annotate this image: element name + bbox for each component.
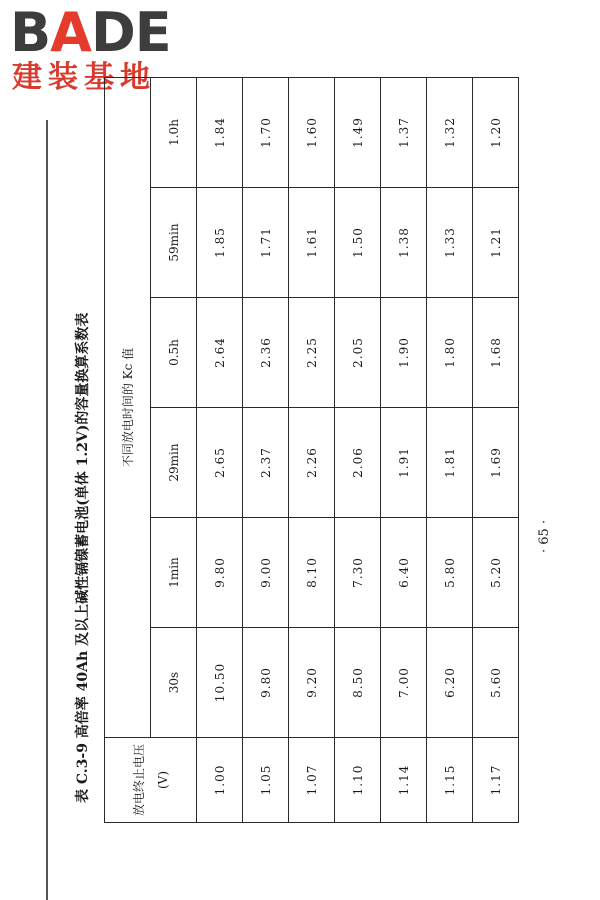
kc-cell: 2.26 bbox=[289, 408, 335, 518]
kc-cell: 2.06 bbox=[335, 408, 381, 518]
voltage-header-label: 放电终止电压 bbox=[131, 744, 146, 817]
kc-group-header: 不同放电时间的 Kc 值 bbox=[105, 77, 151, 737]
kc-cell: 9.80 bbox=[243, 628, 289, 738]
kc-cell: 2.64 bbox=[197, 298, 243, 408]
time-header: 29min bbox=[151, 408, 197, 518]
kc-cell: 8.50 bbox=[335, 628, 381, 738]
table-row bbox=[473, 77, 519, 822]
kc-cell: 1.61 bbox=[289, 188, 335, 298]
logo-wordmark: BADE bbox=[10, 1, 171, 64]
voltage-cell: 1.15 bbox=[427, 738, 473, 823]
kc-cell: 8.10 bbox=[289, 518, 335, 628]
table-row bbox=[335, 77, 381, 822]
voltage-cell: 1.00 bbox=[197, 738, 243, 823]
kc-cell: 1.70 bbox=[243, 77, 289, 187]
time-header: 0.5h bbox=[151, 298, 197, 408]
kc-cell: 7.30 bbox=[335, 518, 381, 628]
page-number: · 65 · bbox=[537, 519, 552, 553]
kc-cell: 1.68 bbox=[473, 298, 519, 408]
voltage-cell: 1.14 bbox=[381, 738, 427, 823]
voltage-cell: 1.10 bbox=[335, 738, 381, 823]
table-row bbox=[243, 77, 289, 822]
kc-cell: 1.33 bbox=[427, 188, 473, 298]
kc-cell: 2.25 bbox=[289, 298, 335, 408]
voltage-header bbox=[105, 738, 197, 823]
kc-cell: 2.37 bbox=[243, 408, 289, 518]
table-row bbox=[427, 77, 473, 822]
kc-cell: 5.80 bbox=[427, 518, 473, 628]
table-row bbox=[197, 77, 243, 822]
kc-cell: 9.20 bbox=[289, 628, 335, 738]
kc-cell: 1.60 bbox=[289, 77, 335, 187]
voltage-cell: 1.05 bbox=[243, 738, 289, 823]
kc-cell: 9.00 bbox=[243, 518, 289, 628]
kc-cell: 2.05 bbox=[335, 298, 381, 408]
kc-cell: 7.00 bbox=[381, 628, 427, 738]
rotated-page-content bbox=[32, 78, 562, 823]
kc-cell: 5.60 bbox=[473, 628, 519, 738]
time-header-row bbox=[151, 77, 197, 822]
voltage-cell: 1.17 bbox=[473, 738, 519, 823]
time-header: 1min bbox=[151, 518, 197, 628]
voltage-header-unit: (V) bbox=[155, 770, 170, 790]
table-row bbox=[289, 77, 335, 822]
kc-cell: 1.50 bbox=[335, 188, 381, 298]
kc-cell: 1.38 bbox=[381, 188, 427, 298]
kc-cell: 2.65 bbox=[197, 408, 243, 518]
time-header: 1.0h bbox=[151, 77, 197, 187]
kc-cell: 1.91 bbox=[381, 408, 427, 518]
table-header-row bbox=[105, 77, 151, 822]
kc-cell: 6.40 bbox=[381, 518, 427, 628]
kc-cell: 6.20 bbox=[427, 628, 473, 738]
kc-cell: 1.49 bbox=[335, 77, 381, 187]
kc-cell: 1.90 bbox=[381, 298, 427, 408]
kc-cell: 1.69 bbox=[473, 408, 519, 518]
kc-cell: 1.71 bbox=[243, 188, 289, 298]
kc-cell: 2.36 bbox=[243, 298, 289, 408]
capacity-conversion-table bbox=[104, 77, 519, 823]
logo-subtitle: 建装基地 bbox=[12, 60, 156, 95]
kc-cell: 1.20 bbox=[473, 77, 519, 187]
kc-cell: 1.32 bbox=[427, 77, 473, 187]
kc-cell: 1.84 bbox=[197, 77, 243, 187]
kc-cell: 1.37 bbox=[381, 77, 427, 187]
table-caption: 表 C.3-9 高倍率 40Ah 及以上碱性镉镍蓄电池(单体 1.2V)的容量换算系数表 bbox=[75, 312, 91, 803]
voltage-cell: 1.07 bbox=[289, 738, 335, 823]
kc-cell: 1.21 bbox=[473, 188, 519, 298]
kc-cell: 9.80 bbox=[197, 518, 243, 628]
kc-cell: 10.50 bbox=[197, 628, 243, 738]
table-row bbox=[381, 77, 427, 822]
kc-cell: 5.20 bbox=[473, 518, 519, 628]
time-header: 30s bbox=[151, 628, 197, 738]
kc-cell: 1.85 bbox=[197, 188, 243, 298]
time-header: 59min bbox=[151, 188, 197, 298]
kc-cell: 1.80 bbox=[427, 298, 473, 408]
kc-cell: 1.81 bbox=[427, 408, 473, 518]
